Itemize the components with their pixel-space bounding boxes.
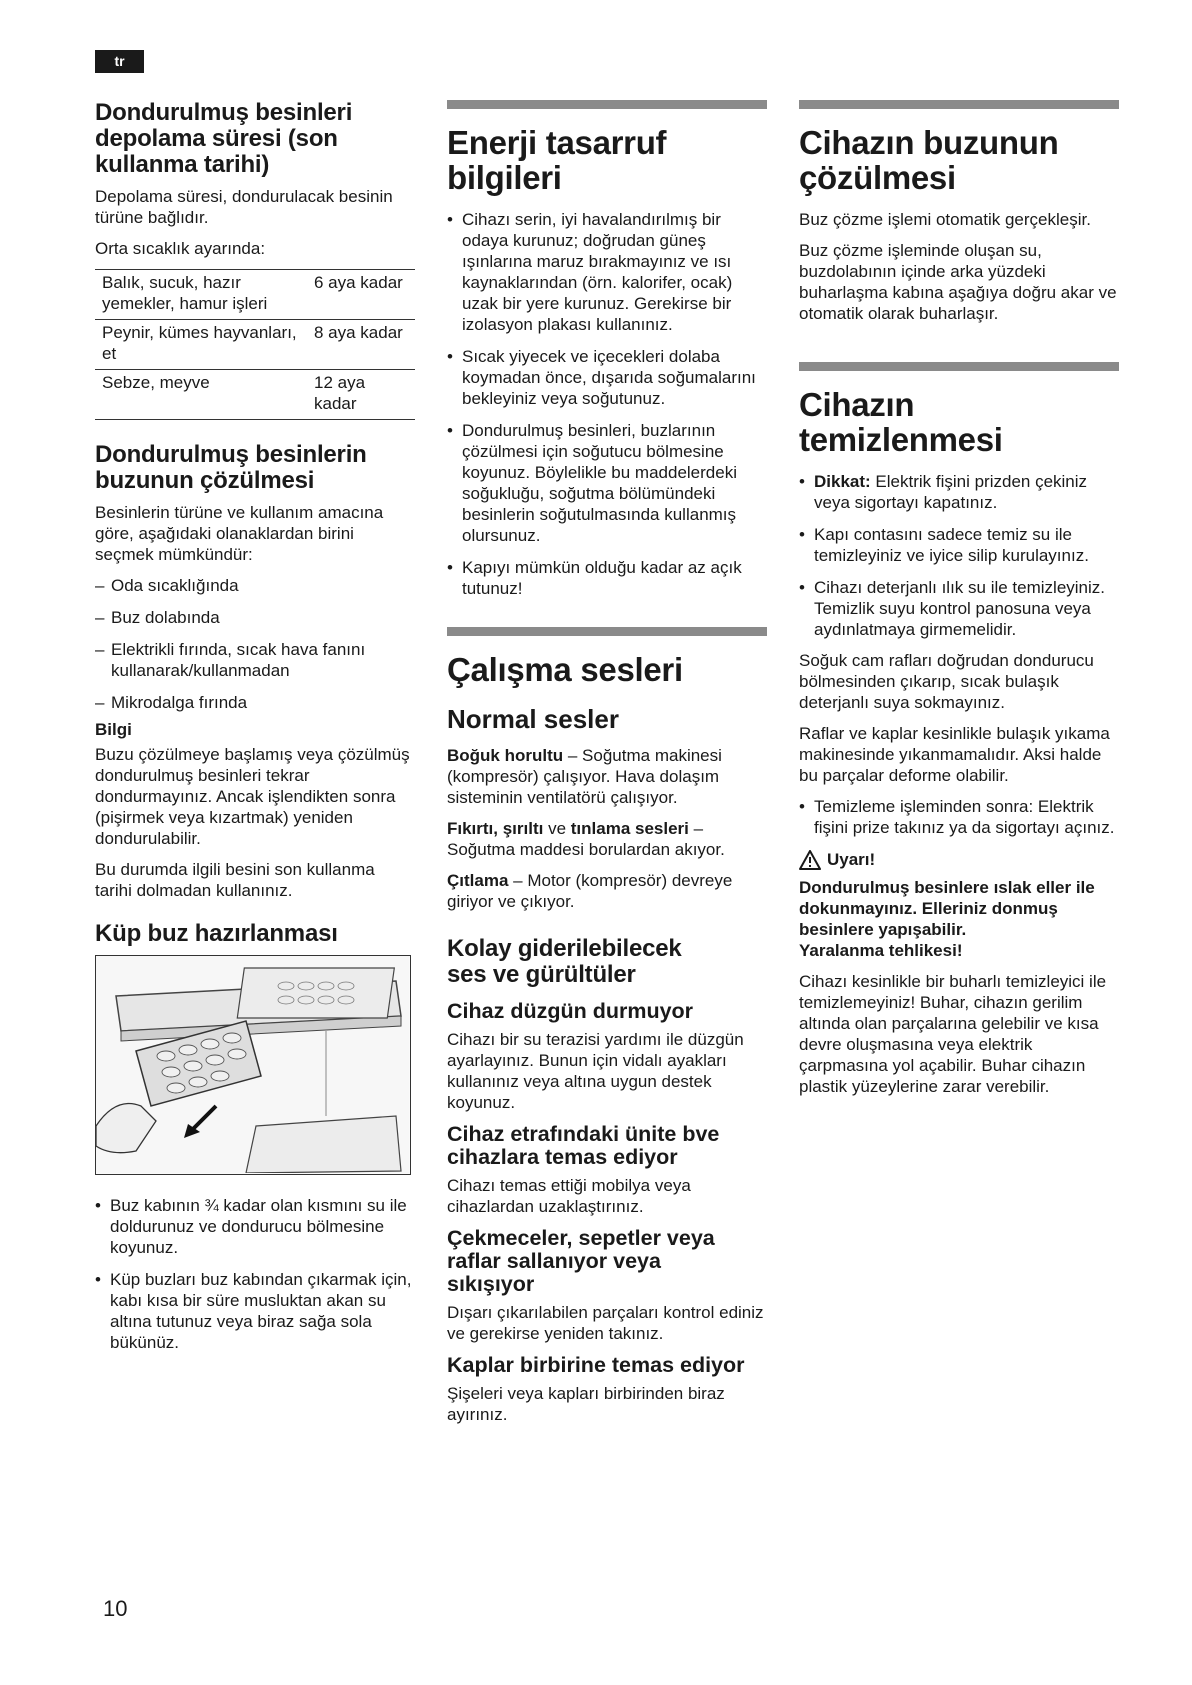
storage-title: Dondurulmuş besinleri depolama süresi (son kullanma tarihi): [95, 99, 353, 178]
table-row: [95, 320, 415, 370]
fixable-noise-title: Kolay giderilebilecek ses ve gürültüler: [447, 935, 682, 988]
storage-setting-text: Orta sıcaklık ayarında:: [95, 239, 266, 258]
ice-list: [95, 1195, 415, 1353]
noise-label: Çıtlama: [447, 871, 509, 890]
noise-label: Boğuk horultu: [447, 746, 564, 765]
table-cell: Peynir, kümes hayvanları, et: [95, 320, 307, 370]
section-divider: [799, 362, 1119, 371]
cleaning-list: [799, 471, 1119, 640]
info-text-2: Bu durumda ilgili besini son kullanma tarihi dolmadan kullanınız.: [95, 860, 375, 900]
noise-desc: – Motor (kompresör) devreye giriyor ve çıkıyor.: [447, 871, 733, 911]
steam-warning-text: Cihazı kesinlikle bir buharlı temizleyici ile temizlemeyiniz! Buhar, cihazın gerilim altında olan parçalarına gelebilir ve kısa devre oluşmasına veya elektrik çarpmasına yol açabilir. Buhar cihazın plastik yüzeylerine zarar verebilir.: [799, 972, 1107, 1096]
storage-text: Depolama süresi, dondurulacak besinin türüne bağlıdır.: [95, 187, 393, 227]
section-divider: [799, 100, 1119, 109]
list-item: • Buz kabının ¾ kadar olan kısmını su ile doldurunuz ve dondurucu bölmesine koyunuz.: [95, 1195, 415, 1258]
list-item: – Elektrikli fırında, sıcak hava fanını kullanarak/kullanmadan: [95, 639, 415, 681]
fix-4-title: Kaplar birbirine temas ediyor: [447, 1353, 745, 1377]
noise-title: Çalışma sesleri: [447, 651, 683, 688]
cleaning-list-2: [799, 796, 1119, 838]
caution-label: Dikkat:: [814, 472, 871, 491]
storage-table: [95, 269, 415, 420]
fix-2-title: Cihaz etrafındaki ünite bve cihazlara temas ediyor: [447, 1122, 720, 1169]
warning-icon: [799, 850, 821, 870]
list-item: • Cihazı deterjanlı ılık su ile temizleyiniz. Temizlik suyu kontrol panosuna veya aydınlatmaya girmemelidir.: [799, 577, 1119, 640]
normal-noise-title: Normal sesler: [447, 704, 619, 734]
cleaning-text: Soğuk cam rafları doğrudan dondurucu bölmesinden çıkarıp, sıcak bulaşık deterjanlı suya sokmayınız.: [799, 651, 1094, 712]
list-item: • Dondurulmuş besinleri, buzlarının çözülmesi için soğutucu bölmesine koyunuz. Böylelikle bu maddelerdeki soğukluğu, soğutma bölümündeki besinlerin soğutulmasında kullanmış olursunuz.: [447, 420, 767, 546]
ice-tray-illustration: [95, 955, 411, 1175]
table-cell: 8 aya kadar: [307, 320, 415, 370]
warning-text: [799, 877, 1119, 940]
column-2: [447, 100, 767, 1435]
defrost-title: Cihazın buzunun çözülmesi: [799, 124, 1059, 196]
ice-title: Küp buz hazırlanması: [95, 920, 338, 947]
fix-3-text: Dışarı çıkarılabilen parçaları kontrol ediniz ve gerekirse yeniden takınız.: [447, 1303, 764, 1343]
list-item: [799, 471, 1119, 513]
noise-desc: – Soğutma maddesi borulardan akıyor.: [447, 819, 725, 859]
table-cell: Sebze, meyve: [95, 370, 307, 420]
noise-item-1: [447, 745, 767, 808]
thaw-text: Besinlerin türüne ve kullanım amacına göre, aşağıdaki olanaklardan birini seçmek mümkündür:: [95, 503, 384, 564]
list-item: • Sıcak yiyecek ve içecekleri dolaba koymadan önce, dışarıda soğumalarını bekleyiniz veya soğutunuz.: [447, 346, 767, 409]
page-number: 10: [103, 1596, 128, 1621]
table-row: [95, 270, 415, 320]
noise-label: Fıkırtı, şırıltı: [447, 819, 544, 838]
cleaning-text-2: Raflar ve kaplar kesinlikle bulaşık yıkama makinesinde yıkanmamalıdır. Aksi halde bu parçalar deforme olabilir.: [799, 724, 1110, 785]
noise-item-2: [447, 818, 767, 860]
list-item: • Cihazı serin, iyi havalandırılmış bir odaya kurunuz; doğrudan güneş ışınlarına maruz bırakmayınız ve ısı kaynaklarından (örn. kalorifer, ocak) uzak bir yere kurunuz. Gerekirse bir izolasyon plakası kullanınız.: [447, 209, 767, 335]
info-text: Buzu çözülmeye başlamış veya çözülmüş dondurulmuş besinleri tekrar dondurmayınız. Ancak işlendikten sonra (pişirmek veya kızartmak) yeniden dondurulabilir.: [95, 745, 410, 848]
warning-text-main: Dondurulmuş besinlere ıslak eller ile dokunmayınız. Elleriniz donmuş besinlere yapışabilir.: [799, 878, 1095, 939]
caution-text: Elektrik fişini prizden çekiniz veya sigortayı kapatınız.: [814, 472, 1088, 512]
warning-heading: [799, 849, 1119, 871]
fix-4-text: Şişeleri veya kapları birbirinden biraz ayırınız.: [447, 1384, 725, 1424]
table-cell: 6 aya kadar: [314, 273, 403, 292]
table-row: [95, 370, 415, 420]
list-item: • Kapı contasını sadece temiz su ile temizleyiniz ve iyice silip kurulayınız.: [799, 524, 1119, 566]
list-item: – Buz dolabında: [95, 607, 415, 628]
warning-label: Uyarı!: [827, 850, 876, 869]
defrost-text-2: Buz çözme işleminde oluşan su, buzdolabının içinde arka yüzdeki buharlaşma kabına aşağıya doğru akar ve otomatik olarak buharlaşır.: [799, 241, 1117, 323]
info-label: Bilgi: [95, 720, 132, 739]
section-divider: [447, 627, 767, 636]
fix-2-text: Cihazı temas ettiği mobilya veya cihazlardan uzaklaştırınız.: [447, 1176, 691, 1216]
defrost-text: Buz çözme işlemi otomatik gerçekleşir.: [799, 210, 1091, 229]
list-item: – Mikrodalga fırında: [95, 692, 415, 713]
table-cell: Balık, sucuk, hazır yemekler, hamur işleri: [102, 273, 268, 313]
warning-danger: Yaralanma tehlikesi!: [799, 941, 963, 960]
noise-label-2: tınlama sesleri: [570, 819, 689, 838]
column-1: [95, 100, 415, 1364]
noise-conj: ve: [543, 819, 571, 838]
list-item: • Kapıyı mümkün olduğu kadar az açık tutunuz!: [447, 557, 767, 599]
list-item: • Küp buzları buz kabından çıkarmak için, kabı kısa bir süre musluktan akan su altına tutunuz veya biraz sağa sola bükünüz.: [95, 1269, 415, 1353]
column-3: [799, 100, 1119, 1107]
table-cell: 12 aya kadar: [307, 370, 415, 420]
energy-title: Enerji tasarruf bilgileri: [447, 124, 667, 196]
fix-1-title: Cihaz düzgün durmuyor: [447, 999, 694, 1023]
noise-desc: – Soğutma makinesi (kompresör) çalışıyor. Hava dolaşım sisteminin ventilatörü çalışıyor.: [447, 746, 722, 807]
list-item: – Oda sıcaklığında: [95, 575, 415, 596]
noise-item-3: [447, 870, 767, 912]
thaw-list: [95, 575, 415, 713]
section-divider: [447, 100, 767, 109]
cleaning-title: Cihazın temizlenmesi: [799, 386, 1003, 458]
fix-3-title: Çekmeceler, sepetler veya raflar sallanıyor veya sıkışıyor: [447, 1226, 715, 1296]
thaw-title: Dondurulmuş besinlerin buzunun çözülmesi: [95, 441, 367, 494]
list-item: • Temizleme işleminden sonra: Elektrik fişini prize takınız ya da sigortayı açınız.: [799, 796, 1119, 838]
energy-list: [447, 209, 767, 599]
language-tag: tr: [95, 50, 144, 73]
fix-1-text: Cihazı bir su terazisi yardımı ile düzgün ayarlayınız. Bunun için vidalı ayakları kullanınız veya altına uygun destek koyunuz.: [447, 1030, 744, 1112]
